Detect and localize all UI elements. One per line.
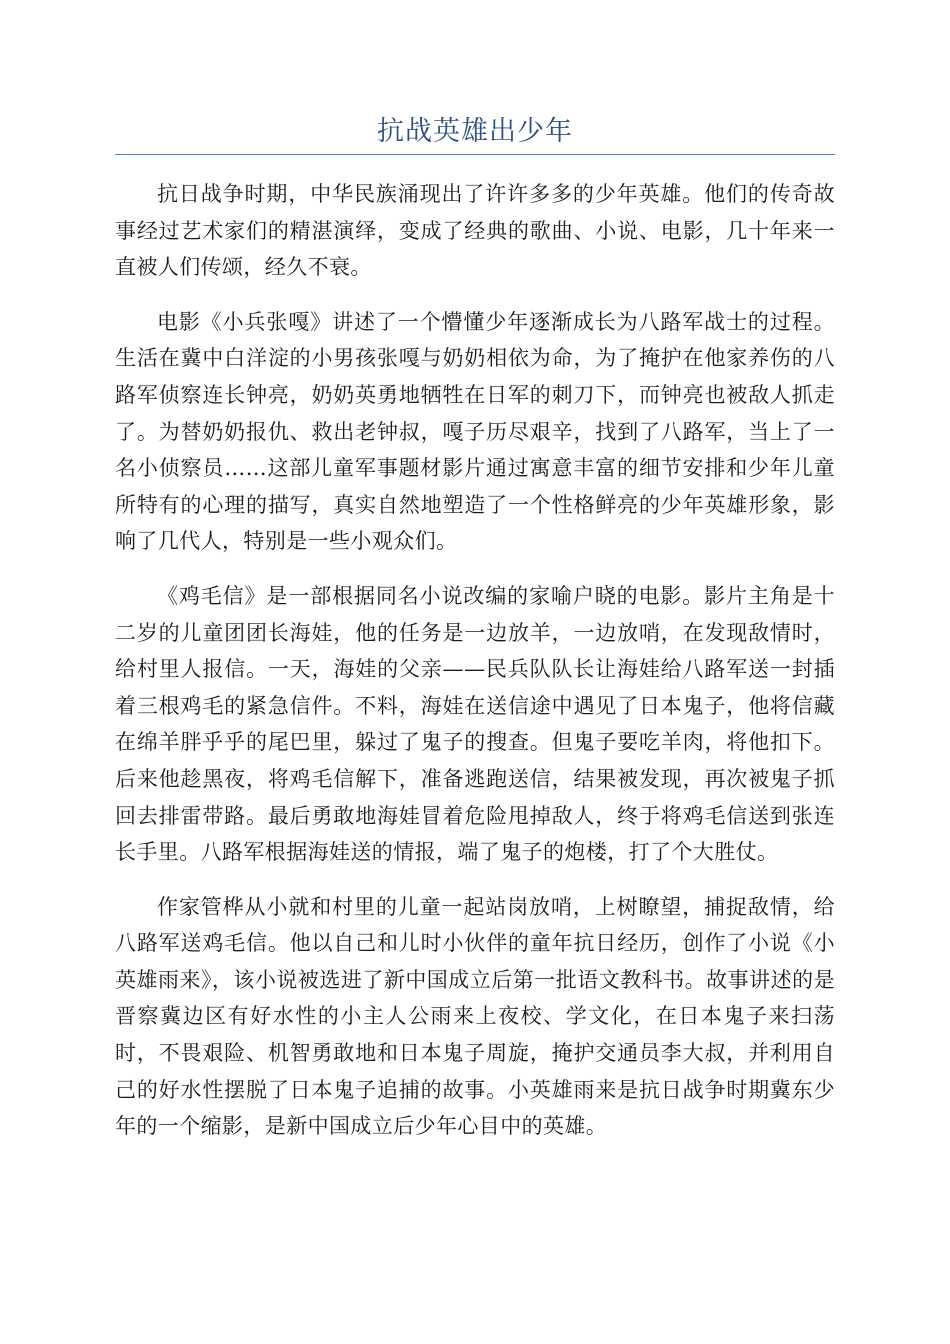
paragraph-4: 作家管桦从小就和村里的儿童一起站岗放哨，上树瞭望，捕捉敌情，给八路军送鸡毛信。他以自己和儿时小伙伴的童年抗日经历，创作了小说《小英雄雨来》，该小说被选进了新中国成立后第一批语文教科书。故事讲述的是晋察冀边区有好水性的小主人公雨来上夜校、学文化，在日本鬼子来扫荡时，不畏艰险、机智勇敢地和日本鬼子周旋，掩护交通员李大叔，并利用自己的好水性摆脱了日本鬼子追捕的故事。小英雄雨来是抗日战争时期冀东少年的一个缩影，是新中国成立后少年心目中的英雄。 — [115, 894, 835, 1139]
paragraph-3: 《鸡毛信》是一部根据同名小说改编的家喻户晓的电影。影片主角是十二岁的儿童团团长海娃，他的任务是一边放羊，一边放哨，在发现敌情时，给村里人报信。一天，海娃的父亲——民兵队队长让海娃给八路军送一封插着三根鸡毛的紧急信件。不料，海娃在送信途中遇见了日本鬼子，他将信藏在绵羊胖乎乎的尾巴里，躲过了鬼子的搜查。但鬼子要吃羊肉，将他扣下。后来他趁黑夜，将鸡毛信解下，准备逃跑送信，结果被发现，再次被鬼子抓回去排雷带路。最后勇敢地海娃冒着危险甩掉敌人，终于将鸡毛信送到张连长手里。八路军根据海娃送的情报，端了鬼子的炮楼，打了个大胜仗。 — [115, 583, 835, 865]
paragraph-1: 抗日战争时期，中华民族涌现出了许许多多的少年英雄。他们的传奇故事经过艺术家们的精湛演绎，变成了经典的歌曲、小说、电影，几十年来一直被人们传颂，经久不衰。 — [115, 182, 835, 280]
document-body — [115, 176, 835, 1163]
paragraph-2: 电影《小兵张嘎》讲述了一个懵懂少年逐渐成长为八路军战士的过程。生活在冀中白洋淀的小男孩张嘎与奶奶相依为命，为了掩护在他家养伤的八路军侦察连长钟亮，奶奶英勇地牺牲在日军的刺刀下，而钟亮也被敌人抓走了。为替奶奶报仇、救出老钟叔，嘎子历尽艰辛，找到了八路军，当上了一名小侦察员……这部儿童军事题材影片通过寓意丰富的细节安排和少年儿童所特有的心理的描写，真实自然地塑造了一个性格鲜亮的少年英雄形象，影响了几代人，特别是一些小观众们。 — [115, 309, 835, 554]
title-underline — [115, 154, 835, 155]
document-title: 抗战英雄出少年 — [377, 116, 573, 147]
